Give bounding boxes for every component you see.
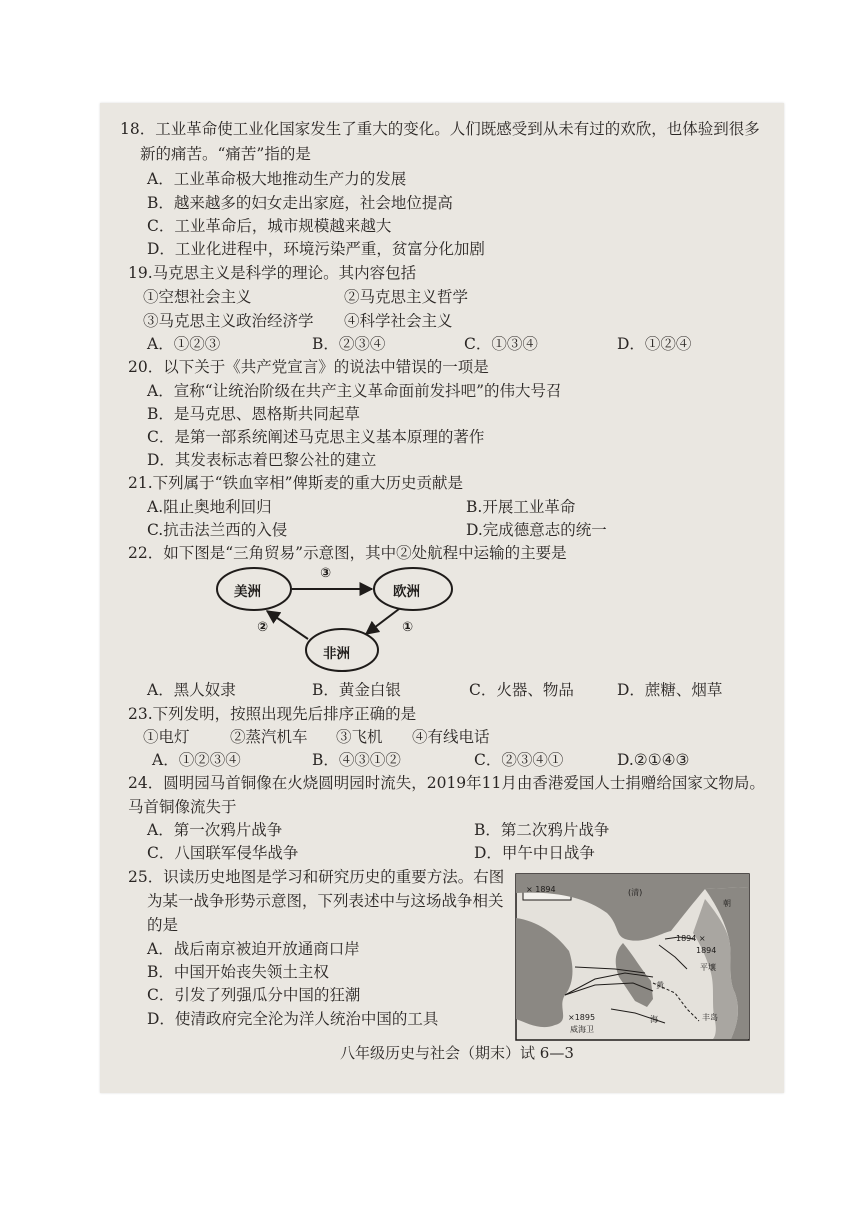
q19-option-b: B．②③④ — [312, 335, 386, 353]
map-legend-text: × 1894 — [526, 885, 556, 894]
q19-item-3: ③马克思主义政治经济学 — [143, 312, 314, 330]
q19-stem: 19.马克思主义是科学的理论。其内容包括 — [128, 264, 417, 282]
europe-label: 欧洲 — [393, 584, 420, 600]
map-label-huang: 黄 — [656, 981, 664, 990]
q24-stem-line2: 马首铜像流失于 — [128, 798, 237, 816]
q25-option-a: A．战后南京被迫开放通商口岸 — [147, 940, 360, 958]
q25-option-c: C．引发了列强瓜分中国的狂潮 — [147, 986, 361, 1004]
q22-option-a: A．黑人奴隶 — [147, 681, 236, 699]
americas-label: 美洲 — [234, 584, 261, 600]
q24-option-b: B．第二次鸦片战争 — [474, 821, 610, 839]
q18-stem-line1: 18．工业革命使工业化国家发生了重大的变化。人们既感受到从未有过的欢欣，也体验到很多 — [120, 120, 760, 138]
q23-option-d: D.②①④③ — [617, 751, 690, 769]
q24-stem-line1: 24．圆明园马首铜像在火烧圆明园时流失，2019年11月由香港爱国人士捐赠给国家文物局。 — [128, 774, 765, 792]
q21-option-b: B.开展工业革命 — [466, 498, 576, 516]
map-label-chao: 朝 — [723, 899, 731, 908]
q19-item-2: ②马克思主义哲学 — [344, 288, 469, 306]
q25-option-b: B．中国开始丧失领土主权 — [147, 963, 329, 981]
q24-option-a: A．第一次鸦片战争 — [147, 821, 283, 839]
map-label-qing: (清) — [628, 888, 643, 897]
q22-option-d: D．蔗糖、烟草 — [617, 681, 723, 699]
q23-item-3: ③飞机 — [336, 728, 383, 746]
route-1-arrow — [366, 609, 399, 634]
route-3-label: ③ — [320, 566, 332, 581]
route-2-label: ② — [257, 620, 269, 635]
q21-option-d: D.完成德意志的统一 — [466, 521, 607, 539]
q21-option-a: A.阻止奥地利回归 — [147, 498, 272, 516]
map-label-hai: 海 — [650, 1015, 658, 1024]
q25-stem-line3: 的是 — [147, 916, 179, 934]
q18-option-b: B．越来越多的妇女走出家庭，社会地位提高 — [147, 194, 453, 212]
map-label-1894-b: 1894 — [696, 946, 717, 955]
q23-stem: 23.下列发明，按照出现先后排序正确的是 — [128, 705, 417, 723]
q18-option-a: A．工业革命极大地推动生产力的发展 — [147, 170, 407, 188]
q22-stem: 22．如下图是“三角贸易”示意图，其中②处航程中运输的主要是 — [128, 544, 567, 562]
q18-stem-line2: 新的痛苦。“痛苦”指的是 — [140, 145, 311, 163]
q21-stem: 21.下列属于“铁血宰相”俾斯麦的重大历史贡献是 — [128, 474, 463, 492]
q25-stem-line2: 为某一战争形势示意图，下列表述中与这场战争相关 — [147, 892, 504, 910]
q20-option-d: D．其发表标志着巴黎公社的建立 — [147, 451, 377, 469]
q23-option-a: A．①②③④ — [152, 751, 241, 769]
q24-option-c: C．八国联军侵华战争 — [147, 844, 299, 862]
q23-option-c: C．②③④① — [474, 751, 564, 769]
africa-label: 非洲 — [323, 646, 350, 662]
q19-option-d: D．①②④ — [617, 335, 692, 353]
map-label-fengdao: 丰岛 — [702, 1013, 718, 1022]
map-label-1895: ×1895 — [568, 1013, 596, 1022]
q25-option-d: D．使清政府完全沦为洋人统治中国的工具 — [147, 1010, 439, 1028]
q19-item-4: ④科学社会主义 — [344, 312, 453, 330]
q20-option-b: B．是马克思、恩格斯共同起草 — [147, 405, 360, 423]
q23-item-2: ②蒸汽机车 — [230, 728, 308, 746]
map-label-1894-a: 1894 × — [676, 934, 706, 943]
q23-item-4: ④有线电话 — [412, 728, 490, 746]
q18-option-c: C．工业革命后，城市规模越来越大 — [147, 217, 392, 235]
page-footer: 八年级历史与社会（期末）试 6—3 — [340, 1044, 574, 1062]
q19-option-c: C．①③④ — [464, 335, 538, 353]
q22-option-c: C．火器、物品 — [469, 681, 574, 699]
q23-option-b: B．④③①② — [312, 751, 401, 769]
route-1-label: ① — [402, 620, 414, 635]
q21-option-c: C.抗击法兰西的入侵 — [147, 521, 288, 539]
map-label-pingrang: 平壤 — [700, 963, 716, 972]
q19-item-1: ①空想社会主义 — [143, 288, 252, 306]
map-label-weihaiwei: 威海卫 — [570, 1025, 594, 1034]
route-2-arrow — [267, 611, 308, 639]
q20-option-a: A．宣称“让统治阶级在共产主义革命面前发抖吧”的伟大号召 — [147, 382, 562, 400]
q25-stem-line1: 25．识读历史地图是学习和研究历史的重要方法。右图 — [128, 868, 505, 886]
q24-option-d: D．甲午中日战争 — [474, 844, 595, 862]
q20-stem: 20．以下关于《共产党宣言》的说法中错误的一项是 — [128, 358, 489, 376]
q18-option-d: D．工业化进程中，环境污染严重，贫富分化加剧 — [147, 240, 485, 258]
q20-option-c: C．是第一部系统阐述马克思主义基本原理的著作 — [147, 428, 485, 446]
q22-option-b: B．黄金白银 — [312, 681, 401, 699]
q23-item-1: ①电灯 — [143, 728, 190, 746]
q19-option-a: A．①②③ — [147, 335, 221, 353]
